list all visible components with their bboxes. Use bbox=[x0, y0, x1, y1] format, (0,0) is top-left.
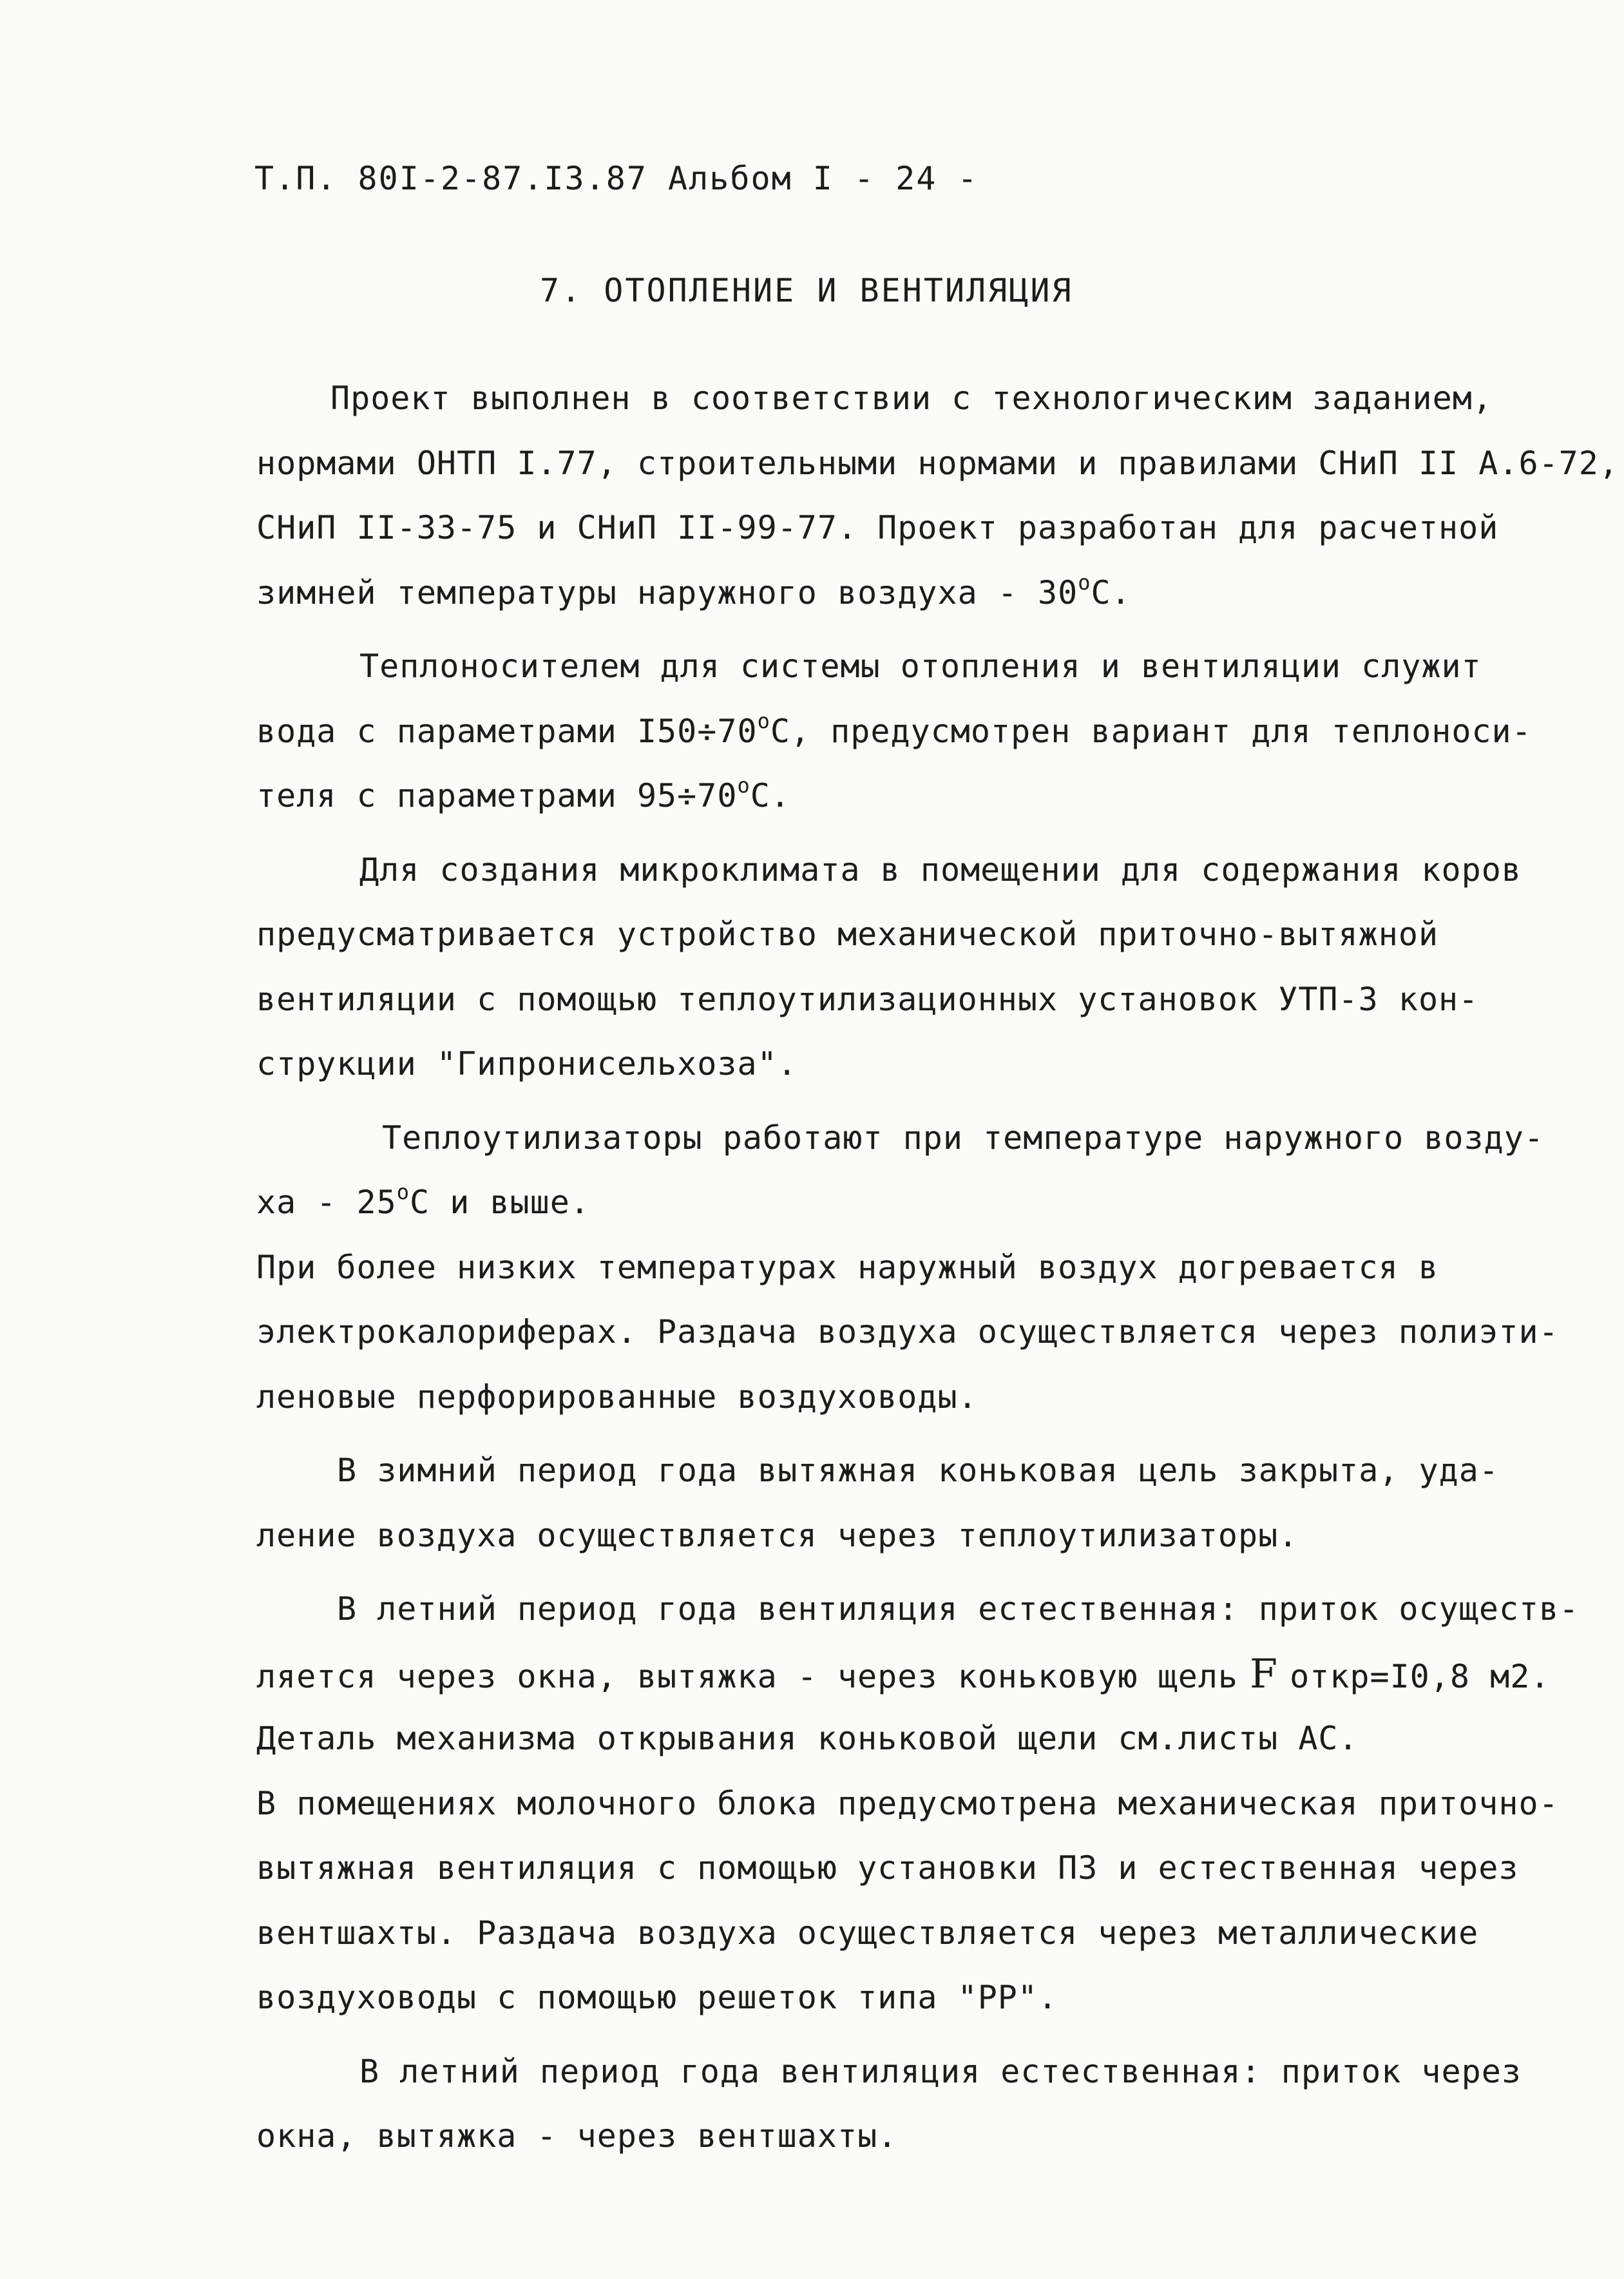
text-span: вытяжная вентиляция с помощью установки ПЗ и естественная через bbox=[256, 1849, 1519, 1887]
text-span: СНиП II-33-75 и СНиП II-99-77. Проект разработан для расчетной bbox=[256, 509, 1499, 546]
text-span: ление воздуха осуществляется через теплоутилизаторы. bbox=[256, 1516, 1299, 1554]
text-line bbox=[256, 1365, 1596, 1430]
text-span: вентшахты. Раздача воздуха осуществляется через металлические bbox=[256, 1914, 1479, 1952]
area-symbol: F bbox=[1250, 1649, 1279, 1697]
text-span: В зимний период года вытяжная коньковая цель закрыта, уда- bbox=[337, 1452, 1499, 1489]
text-span: теля с параметрами 95÷70 bbox=[256, 777, 738, 814]
text-span: электрокалориферах. Раздача воздуха осуществляется через полиэти- bbox=[256, 1313, 1559, 1351]
text-span: откр=I0,8 м2. bbox=[1290, 1657, 1551, 1695]
text-line bbox=[256, 1235, 1596, 1300]
celsius-unit: С. bbox=[750, 777, 790, 814]
text-span: Проект выполнен в соответствии с технологическим заданием, bbox=[330, 380, 1493, 417]
text-span: ха - 25 bbox=[256, 1184, 397, 1221]
text-span: предусматривается устройство механической приточно-вытяжной bbox=[256, 916, 1439, 953]
text-line bbox=[256, 1106, 1596, 1171]
text-span: ляется через окна, вытяжка - через коньковую щель bbox=[256, 1657, 1239, 1695]
celsius-unit: С bbox=[770, 712, 790, 750]
text-span: Теплоутилизаторы работают при температуре наружного возду- bbox=[382, 1119, 1544, 1157]
celsius-unit: С bbox=[409, 1184, 430, 1221]
text-span: В летний период года вентиляция естественная: приток через bbox=[359, 2052, 1522, 2090]
text-span: окна, вытяжка - через вентшахты. bbox=[256, 2117, 898, 2155]
text-line bbox=[256, 1901, 1596, 1966]
text-span: Деталь механизма открывания коньковой щели см.листы АС. bbox=[256, 1720, 1359, 1757]
text-line bbox=[256, 1032, 1596, 1097]
text-line bbox=[256, 1965, 1596, 2030]
text-span: При более низких температурах наружный воздух догревается в bbox=[256, 1248, 1439, 1286]
text-span: нормами ОНТП I.77, строительными нормами и правилами СНиП II А.6-72, bbox=[256, 444, 1619, 482]
text-span: Для создания микроклимата в помещении для содержания коров bbox=[359, 851, 1522, 889]
degree-mark: о bbox=[757, 708, 770, 733]
degree-mark: о bbox=[737, 773, 750, 798]
text-line bbox=[256, 431, 1619, 496]
text-line bbox=[256, 967, 1596, 1032]
text-line bbox=[256, 2104, 1596, 2169]
text-line bbox=[256, 1642, 1596, 1707]
text-line bbox=[256, 1503, 1596, 1568]
text-line bbox=[256, 838, 1596, 903]
text-line bbox=[256, 634, 1596, 699]
body-text bbox=[256, 366, 1619, 2169]
text-line bbox=[256, 902, 1596, 967]
page-header: Т.П. 80I-2-87.I3.87 Альбом I - 24 - bbox=[254, 160, 979, 197]
text-span: В помещениях молочного блока предусмотрена механическая приточно- bbox=[256, 1784, 1559, 1822]
text-span: Теплоносителем для системы отопления и вентиляции служит bbox=[359, 648, 1482, 685]
text-line bbox=[256, 495, 1596, 561]
text-span: вентиляции с помощью теплоутилизационных установок УТП-3 кон- bbox=[256, 980, 1479, 1018]
text-span: воздуховоды с помощью решеток типа "РР". bbox=[256, 1979, 1058, 2016]
text-line bbox=[256, 1300, 1596, 1365]
text-line bbox=[256, 561, 1596, 626]
text-line bbox=[256, 1438, 1596, 1503]
text-span: вода с параметрами I50÷70 bbox=[256, 712, 758, 750]
text-line bbox=[256, 699, 1596, 764]
text-span: , предусмотрен вариант для теплоноси- bbox=[790, 712, 1532, 750]
text-line bbox=[256, 2039, 1596, 2104]
degree-mark: о bbox=[396, 1180, 410, 1204]
text-span: струкции "Гипронисельхоза". bbox=[256, 1045, 798, 1082]
celsius-unit: С. bbox=[1091, 573, 1131, 611]
text-span: и выше. bbox=[430, 1184, 590, 1221]
text-line bbox=[256, 1170, 1596, 1235]
text-line bbox=[256, 764, 1596, 829]
text-line bbox=[256, 1706, 1596, 1771]
degree-mark: о bbox=[1078, 570, 1091, 595]
text-span: леновые перфорированные воздуховоды. bbox=[256, 1378, 978, 1416]
text-line bbox=[256, 1836, 1596, 1901]
text-line bbox=[256, 1577, 1596, 1642]
text-span: В летний период года вентиляция естественная: приток осуществ- bbox=[337, 1590, 1580, 1628]
text-line bbox=[256, 1771, 1596, 1836]
text-span: зимней температуры наружного воздуха - 30 bbox=[256, 573, 1078, 611]
section-title: 7. ОТОПЛЕНИЕ И ВЕНТИЛЯЦИЯ bbox=[540, 272, 1073, 309]
text-line bbox=[256, 366, 1596, 431]
